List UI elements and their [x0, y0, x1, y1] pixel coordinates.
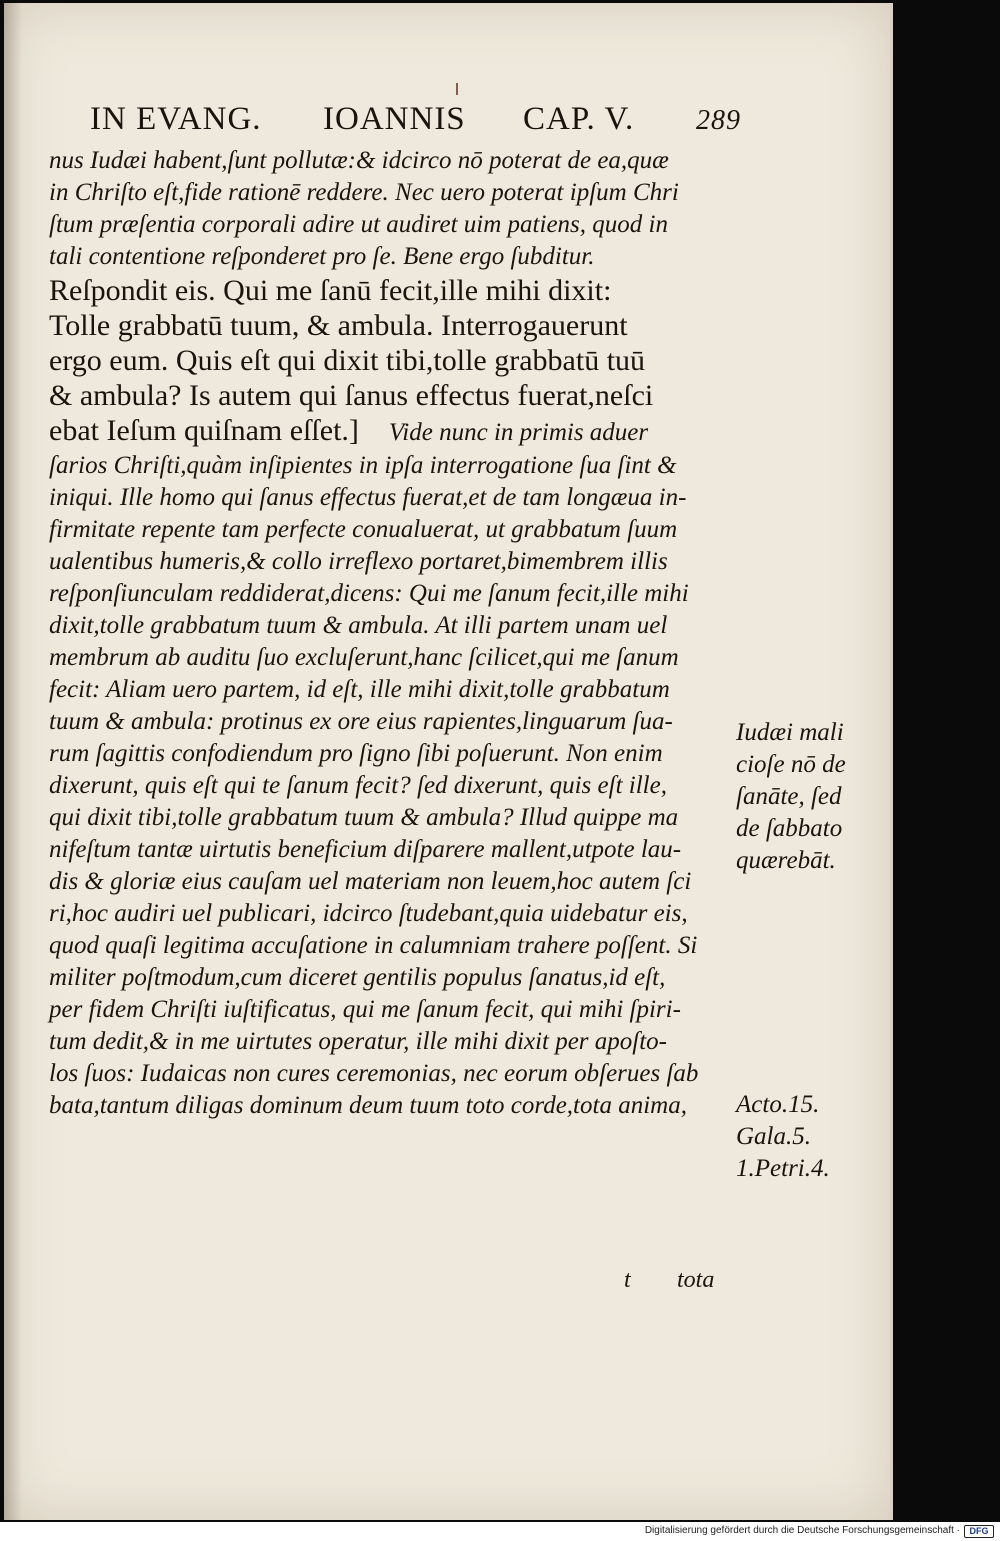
- book-page: [4, 3, 893, 1520]
- signature-mark: t: [624, 1267, 631, 1293]
- text-line: nifeſtum tantæ uirtutis beneficium diſparere mallent,utpote lau-: [49, 836, 682, 863]
- marginal-note-line: de ſabbato: [736, 815, 843, 842]
- text-line: bata,tantum diligas dominum deum tuum toto corde,tota anima,: [49, 1092, 687, 1119]
- text-line: & ambula? Is autem qui ſanus effectus fuerat,neſci: [49, 379, 654, 412]
- text-line: ualentibus humeris,& collo irreflexo portaret,bimembrem illis: [49, 548, 668, 575]
- text-line: ſtum præſentia corporali adire ut audiret uim patiens, quod in: [49, 211, 668, 238]
- marginalia: [736, 717, 886, 1185]
- text-line: reſponſiunculam reddiderat,dicens: Qui me ſanum fecit,ille mihi: [49, 580, 689, 607]
- text-line-italic: Vide nunc in primis aduer: [388, 419, 649, 446]
- text-line: tali contentione reſponderet pro ſe. Bene ergo ſubditur.: [49, 243, 595, 270]
- funding-credit: Digitalisierung gefördert durch die Deutsche Forschungsgemeinschaft ·: [644, 1525, 960, 1536]
- text-line: fecit: Aliam uero partem, id eſt, ille mihi dixit,tolle grabbatum: [49, 676, 670, 703]
- body-text: [49, 145, 739, 1122]
- running-head-left: IN EVANG.: [90, 101, 262, 137]
- marginal-note-line: Iudæi mali: [736, 719, 844, 746]
- text-line: dis & gloriæ eius cauſam uel materiam non leuem,hoc autem ſci: [49, 868, 692, 895]
- dfg-logo: DFG: [964, 1525, 994, 1538]
- running-head-center: IOANNIS: [323, 101, 466, 137]
- text-line: dixerunt, quis eſt qui te ſanum fecit? ſed dixerunt, quis eſt ille,: [49, 772, 667, 799]
- text-line: Reſpondit eis. Qui me ſanū fecit,ille mihi dixit:: [49, 274, 612, 307]
- text-line: membrum ab auditu ſuo excluſerunt,hanc ſcilicet,qui me ſanum: [49, 644, 679, 671]
- text-line: quod quaſi legitima accuſatione in calumniam trahere poſſent. Si: [49, 932, 698, 959]
- footer-bar: [0, 1522, 1000, 1541]
- page-gutter-shadow: [4, 3, 22, 1520]
- marginal-reference: Gala.5.: [736, 1123, 811, 1150]
- text-line: iniqui. Ille homo qui ſanus effectus fuerat,et de tam longæua in-: [49, 484, 687, 511]
- text-line: tum dedit,& in me uirtutes operatur, ille mihi dixit per apoſto-: [49, 1028, 668, 1055]
- text-line: nus Iudæi habent,ſunt pollutæ:& idcirco nō poterat de ea,quæ: [49, 147, 669, 174]
- text-line: tuum & ambula: protinus ex ore eius rapientes,linguarum ſua-: [49, 708, 673, 735]
- text-line: in Chriſto eſt,fide rationē reddere. Nec uero poterat ipſum Chri: [49, 179, 679, 206]
- page-number: 289: [696, 105, 741, 136]
- marginal-note-line: cioſe nō de: [736, 751, 846, 778]
- text-line: qui dixit tibi,tolle grabbatum tuum & ambula? Illud quippe ma: [49, 804, 679, 831]
- marginal-note-references: [736, 1089, 886, 1185]
- text-line: [49, 413, 739, 450]
- marginal-note-line: ſanāte, ſed: [736, 783, 842, 810]
- text-line: Tolle grabbatū tuum, & ambula. Interrogauerunt: [49, 309, 628, 342]
- text-line: rum ſagittis confodiendum pro ſigno ſibi poſuerunt. Non enim: [49, 740, 663, 767]
- marginal-reference: 1.Petri.4.: [736, 1155, 830, 1182]
- text-line: ſarios Chriſti,quàm inſipientes in ipſa interrogatione ſua ſint &: [49, 452, 677, 479]
- text-line: per fidem Chriſti iuſtificatus, qui me ſanum fecit, qui mihi ſpiri-: [49, 996, 681, 1023]
- marginal-note-iudaei: [736, 717, 886, 877]
- running-head-chapter: CAP. V.: [523, 101, 635, 137]
- text-line: dixit,tolle grabbatum tuum & ambula. At illi partem unam uel: [49, 612, 668, 639]
- text-line: ergo eum. Quis eſt qui dixit tibi,tolle grabbatū tuū: [49, 344, 646, 377]
- text-line: militer poſtmodum,cum diceret gentilis populus ſanatus,id eſt,: [49, 964, 666, 991]
- text-line: los ſuos: Iudaicas non cures ceremonias, nec eorum obſerues ſab: [49, 1060, 699, 1087]
- catchword-line: [624, 1267, 724, 1297]
- marginal-reference: Acto.15.: [736, 1091, 820, 1118]
- marginal-note-line: quærebāt.: [736, 847, 836, 874]
- catchword: tota: [677, 1267, 715, 1293]
- text-line: ri,hoc audiri uel publicari, idcirco ſtudebant,quia uidebatur eis,: [49, 900, 688, 927]
- running-head: [90, 101, 750, 141]
- text-line: firmitate repente tam perfecte conualuerat, ut grabbatum ſuum: [49, 516, 678, 543]
- text-line-roman: ebat Ieſum quiſnam eſſet.]: [49, 414, 359, 447]
- ink-mark: [456, 83, 458, 95]
